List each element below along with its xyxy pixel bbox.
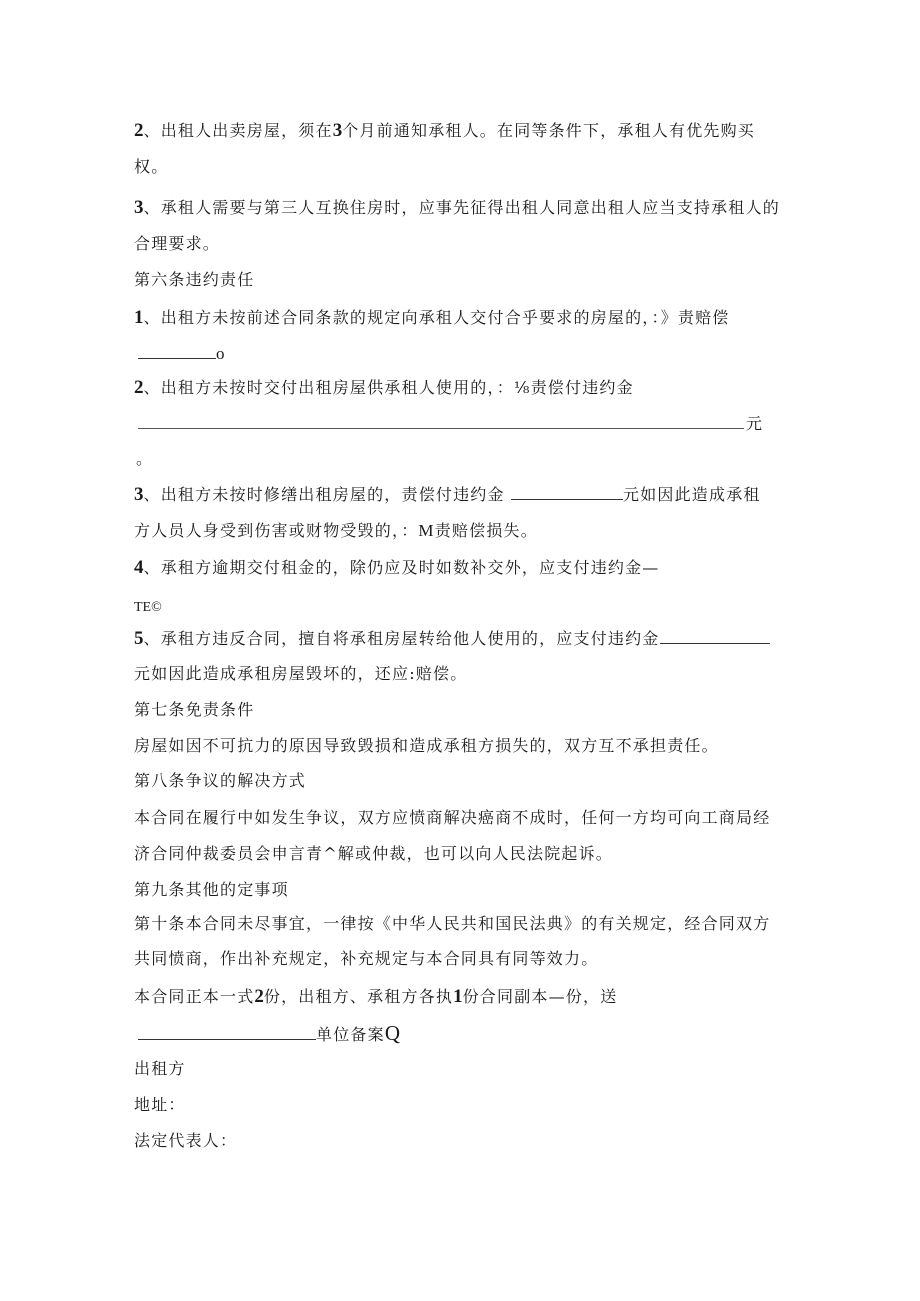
clause-line xyxy=(134,378,634,398)
fill-in-blank xyxy=(138,1025,316,1040)
clause-line-cont: 权。 xyxy=(134,157,169,176)
fill-in-blank xyxy=(511,485,623,500)
clause-number: 3 xyxy=(134,197,144,218)
glyph-q: Q xyxy=(384,1021,402,1045)
clause-number: 2 xyxy=(134,377,144,398)
paragraph-line: 共同愤商，作出补充规定，补充规定与本合同具有同等效力。 xyxy=(134,949,599,968)
clause-text: 、承租人需要与第三人互换住房时，应事先征得出租人同意出租人应当支持承租人的 xyxy=(143,198,780,217)
clause-number: 3 xyxy=(134,484,144,505)
section-heading: 第六条违约责任 xyxy=(134,270,255,289)
paragraph-line: 济合同仲裁委员会申言青^解或仲裁，也可以向人民法院起诉。 xyxy=(134,844,614,863)
signature-label-legal-rep: 法定代表人： xyxy=(134,1131,238,1150)
clause-text: 、出租方未按时交付出租房屋供承租人使用的，：⅛责偿付违约金 xyxy=(143,378,634,397)
fill-in-blank xyxy=(138,344,216,359)
clause-line xyxy=(134,198,780,218)
paragraph-text: 本合同正本一式 xyxy=(134,987,255,1006)
clause-text: 、出租人出卖房屋，须在 xyxy=(143,121,333,140)
clause-text: 、出租方未按时修缮出租房屋的，责偿付违约金 xyxy=(143,485,505,504)
clause-line xyxy=(134,485,761,505)
filing-line xyxy=(138,1023,401,1045)
clause-number: 4 xyxy=(134,557,144,578)
clause-line xyxy=(134,308,730,328)
clause-line xyxy=(134,121,755,141)
paragraph-text-end: 份合同副本—份，送 xyxy=(462,987,618,1006)
paragraph-line: 房屋如因不可抗力的原因导致毁损和造成承租方损失的，双方互不承担责任。 xyxy=(134,736,719,755)
period-mark: 。 xyxy=(136,449,154,468)
clause-number: 5 xyxy=(134,628,144,649)
clause-number: 1 xyxy=(134,307,144,328)
paragraph-line: 第十条本合同未尽事宜，一律按《中华人民共和国民法典》的有关规定，经合同双方 xyxy=(134,914,771,933)
paragraph-text-cont: 份，出租方、承租方各执 xyxy=(263,987,454,1006)
clause-text: 、出租方未按前述合同条款的规定向承租人交付合乎要求的房屋的，：》责赔偿 xyxy=(143,308,730,327)
paragraph-line xyxy=(134,987,617,1007)
clause-text-cont: 责赔偿损失。 xyxy=(434,521,538,540)
section-heading: 第七条免责条件 xyxy=(134,700,255,719)
clause-line-cont: 合理要求。 xyxy=(134,234,221,253)
clause-line-cont xyxy=(134,521,538,541)
trailing-mark: o xyxy=(216,344,226,363)
fill-in-blank xyxy=(660,629,770,644)
clause-number: 2 xyxy=(134,120,144,141)
clause-text: 、承租方逾期交付租金的，除仍应及时如数补交外，应支付违约金— xyxy=(143,558,660,577)
signature-label-address: 地址： xyxy=(134,1095,186,1114)
unit-label: 元 xyxy=(746,414,764,433)
blank-line xyxy=(138,344,226,364)
clause-text-cont: 个月前通知承租人。在同等条件下，承租人有优先购买 xyxy=(342,121,756,140)
paragraph-line: 本合同在履行中如发生争议，双方应愤商解决癌商不成时，任何一方均可向工商局经 xyxy=(134,808,771,827)
glyph-m: M xyxy=(418,521,435,540)
signature-label-lessor: 出租方 xyxy=(134,1059,186,1078)
clause-text: 、承租方违反合同，擅自将承租房屋转给他人使用的，应支付违约金 xyxy=(143,629,660,648)
clause-line-cont: 元如因此造成承租房屋毁坏的，还应:赔偿。 xyxy=(134,664,468,683)
inline-number: 2 xyxy=(254,986,264,1007)
clause-text: 方人员人身受到伤害或财物受毁的，： xyxy=(134,521,419,540)
section-heading: 第九条其他的定事项 xyxy=(134,880,289,899)
fill-in-blank-long xyxy=(138,428,744,429)
garbled-mark: TE© xyxy=(134,600,162,615)
inline-number: 1 xyxy=(453,986,463,1007)
clause-text-cont: 元如因此造成承租 xyxy=(623,485,761,504)
inline-number: 3 xyxy=(332,120,343,141)
section-heading: 第八条争议的解决方式 xyxy=(134,771,307,790)
filing-text: 单位备案 xyxy=(316,1025,385,1044)
clause-line xyxy=(134,629,770,649)
clause-line xyxy=(134,558,660,578)
